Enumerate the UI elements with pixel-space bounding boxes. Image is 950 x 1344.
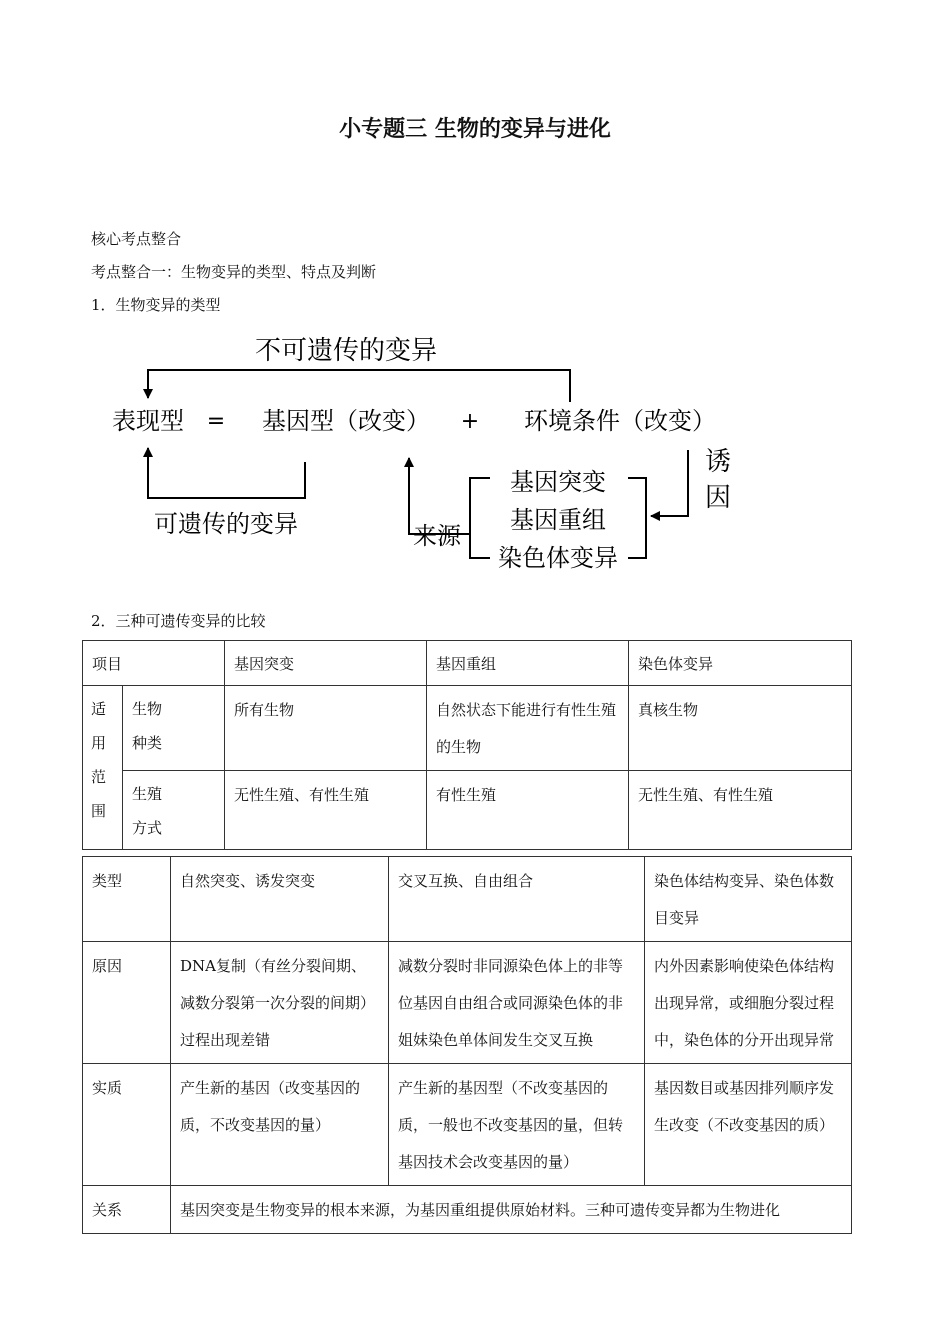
table-row — [83, 1064, 852, 1186]
table-row — [83, 686, 852, 771]
cell: 真核生物 — [629, 686, 852, 771]
cell: DNA复制（有丝分裂间期、减数分裂第一次分裂的间期）过程出现差错 — [171, 942, 389, 1064]
induce-char-2: 因 — [704, 483, 732, 513]
row-label-species: 生物 种类 — [123, 686, 225, 771]
table-row — [83, 942, 852, 1064]
phenotype-label: 表现型 — [112, 407, 184, 435]
table-row — [83, 641, 852, 686]
cell: 有性生殖 — [427, 771, 629, 850]
scope-group-label: 适 用 范 围 — [83, 686, 123, 850]
applicability-table — [82, 640, 852, 850]
source-chromosome-variation: 染色体变异 — [498, 544, 618, 572]
source-gene-recombination: 基因重组 — [510, 506, 606, 534]
relation-cell: 基因突变是生物变异的根本来源，为基因重组提供原始材料。三种可遗传变异都为生物进化 — [171, 1186, 852, 1234]
cell: 产生新的基因型（不改变基因的质，一般也不改变基因的量，但转基因技术会改变基因的量） — [389, 1064, 645, 1186]
cell: 自然状态下能进行有性生殖的生物 — [427, 686, 629, 771]
cell: 自然突变、诱发突变 — [171, 857, 389, 942]
cell: 减数分裂时非同源染色体上的非等位基因自由组合或同源染色体的非姐妹染色单体间发生交叉互换 — [389, 942, 645, 1064]
comparison-table — [82, 856, 852, 1234]
equals-sign: = — [206, 409, 226, 434]
header-gene-recombination: 基因重组 — [427, 641, 629, 686]
cell: 基因数目或基因排列顺序发生改变（不改变基因的质） — [645, 1064, 852, 1186]
heritable-arrow — [148, 448, 305, 498]
item-2-heading: 2．三种可遗传变异的比较 — [91, 612, 266, 630]
cell: 内外因素影响使染色体结构出现异常，或细胞分裂过程中，染色体的分开出现异常 — [645, 942, 852, 1064]
cell: 染色体结构变异、染色体数目变异 — [645, 857, 852, 942]
cell: 交叉互换、自由组合 — [389, 857, 645, 942]
header-chromosome-variation: 染色体变异 — [629, 641, 852, 686]
page-title: 小专题三 生物的变异与进化 — [339, 117, 611, 142]
cell: 无性生殖、有性生殖 — [225, 771, 427, 850]
heritable-label: 可遗传的变异 — [154, 510, 298, 538]
cell: 所有生物 — [225, 686, 427, 771]
row-label-cause: 原因 — [83, 942, 171, 1064]
table-row — [83, 857, 852, 942]
row-label-essence: 实质 — [83, 1064, 171, 1186]
environment-label: 环境条件（改变） — [524, 407, 716, 435]
header-gene-mutation: 基因突变 — [225, 641, 427, 686]
plus-sign: + — [460, 409, 480, 434]
source-label: 来源 — [413, 522, 461, 550]
source-gene-mutation: 基因突变 — [510, 468, 606, 496]
row-label-relation: 关系 — [83, 1186, 171, 1234]
variation-types-diagram — [0, 330, 950, 580]
point-heading: 考点整合一：生物变异的类型、特点及判断 — [91, 263, 377, 281]
section-heading: 核心考点整合 — [91, 230, 182, 248]
sources-left-bracket — [470, 478, 490, 558]
cell: 无性生殖、有性生殖 — [629, 771, 852, 850]
non-heritable-arrow — [148, 370, 570, 402]
row-label-reproduction: 生殖 方式 — [123, 771, 225, 850]
row-label-type: 类型 — [83, 857, 171, 942]
table-row — [83, 1186, 852, 1234]
header-item: 项目 — [83, 641, 225, 686]
genotype-label: 基因型（改变） — [262, 407, 430, 435]
cell: 产生新的基因（改变基因的质，不改变基因的量） — [171, 1064, 389, 1186]
table-row — [83, 771, 852, 850]
sources-right-bracket — [628, 478, 646, 558]
item-1-heading: 1．生物变异的类型 — [91, 296, 221, 314]
induce-char-1: 诱 — [704, 447, 732, 477]
induce-arrow — [651, 450, 688, 516]
non-heritable-label: 不可遗传的变异 — [254, 336, 438, 366]
